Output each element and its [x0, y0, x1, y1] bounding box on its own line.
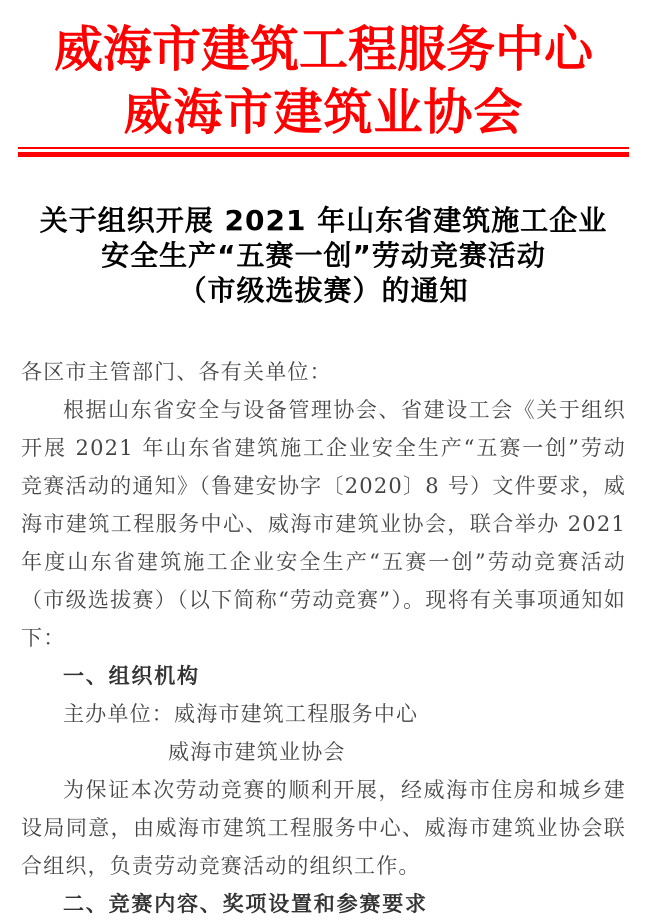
document-title-line-1: 关于组织开展 2021 年山东省建筑施工企业: [39, 204, 608, 237]
paragraph-intro: 根据山东省安全与设备管理协会、省建设工会《关于组织开展 2021 年山东省建筑施工企业安全生产“五赛一创”劳动竞赛活动的通知》（鲁建安协字〔2020〕8 号）文件要求，威海市建筑工程服务中心、威海市建筑业协会，联合举办 2021 年度山东省建筑施工企业安全生产“五赛一创”劳动竞赛活动（市级选拔赛）（以下简称“劳动竞赛”）。现将有关事项通知如下：: [21, 398, 626, 650]
document-body: [21, 353, 626, 923]
section-heading-2: 二、竞赛内容、奖项设置和参赛要求: [63, 892, 428, 916]
document-title-line-2: 安全生产“五赛一创”劳动竞赛活动: [101, 239, 546, 272]
double-rule-divider: [18, 147, 629, 157]
salutation: 各区市主管部门、各有关单位：: [21, 360, 332, 384]
letterhead-org-name-1: 威海市建筑工程服务中心: [53, 20, 593, 78]
organizer-name-1: 威海市建筑工程服务中心: [174, 702, 419, 726]
organizer-block: [21, 695, 626, 771]
document-title: [0, 203, 647, 308]
letterhead-org-name-2: 威海市建筑业协会: [123, 83, 524, 141]
organizer-name-2: 威海市建筑业协会: [168, 740, 346, 764]
letterhead: [0, 0, 647, 142]
organizer-line-1: [21, 695, 626, 733]
document-title-line-3: （市级选拔赛）的通知: [178, 274, 469, 307]
organizer-label: 主办单位：: [63, 702, 174, 726]
paragraph-organization: 为保证本次劳动竞赛的顺利开展，经威海市住房和城乡建设局同意，由威海市建筑工程服务中心、威海市建筑业协会联合组织，负责劳动竞赛活动的组织工作。: [21, 778, 626, 878]
section-heading-1: 一、组织机构: [63, 664, 200, 688]
